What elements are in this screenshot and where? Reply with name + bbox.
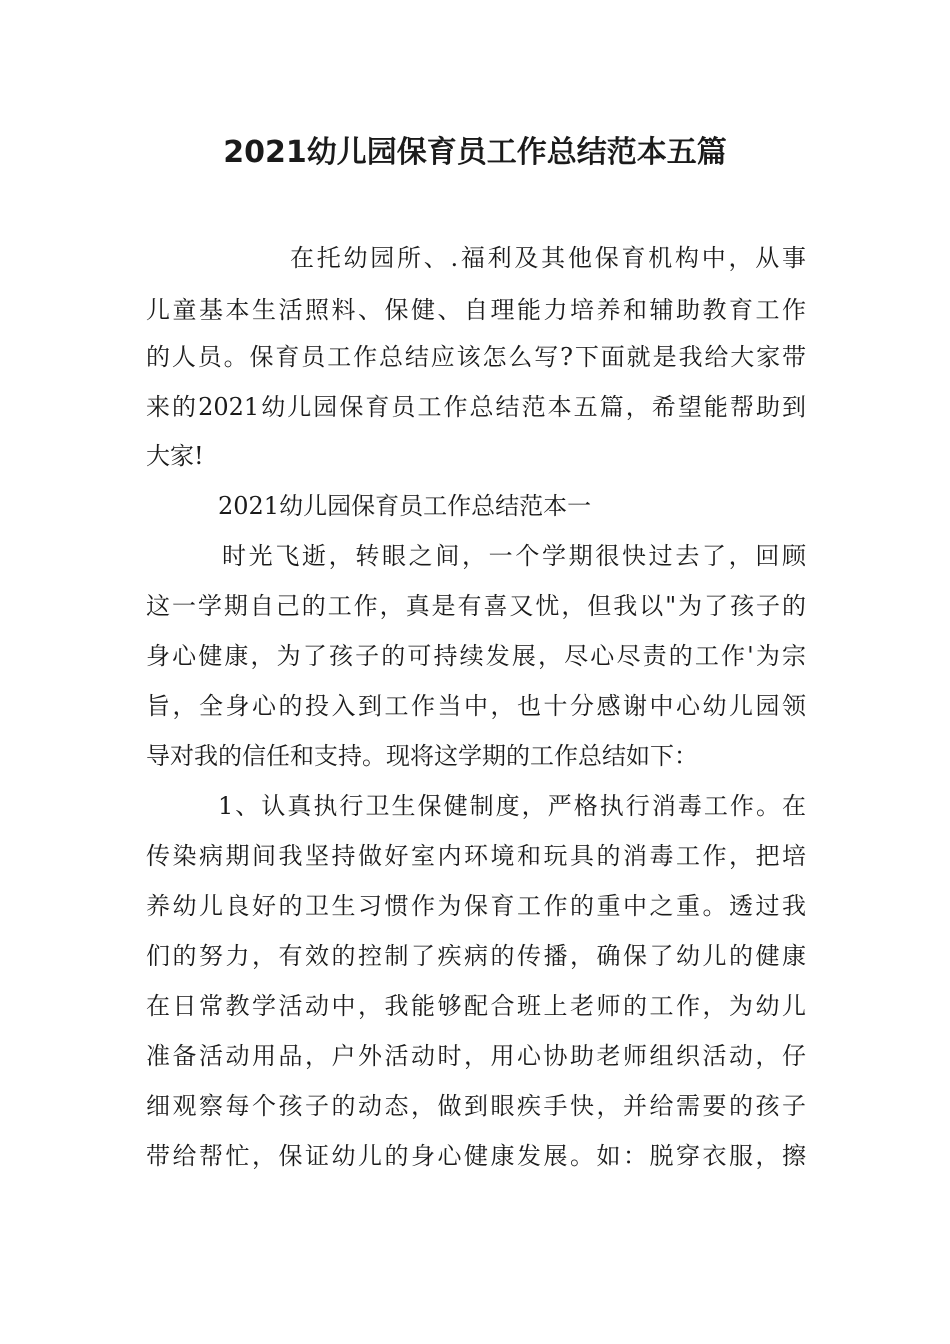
document-title: 2021幼儿园保育员工作总结范本五篇 [223, 135, 727, 170]
paragraph2-line-2: 传染病期间我坚持做好室内环境和玩具的消毒工作，把培 [146, 842, 806, 870]
paragraph1-line-4: 旨，全身心的投入到工作当中，也十分感谢中心幼儿园领 [146, 692, 806, 720]
paragraph1-line-5: 导对我的信任和支持。现将这学期的工作总结如下： [146, 742, 698, 770]
intro-line-5: 大家! [146, 442, 204, 470]
intro-line-4: 来的2021幼儿园保育员工作总结范本五篇，希望能帮助到 [146, 393, 806, 421]
paragraph2-line-7: 细观察每个孩子的动态，做到眼疾手快，并给需要的孩子 [146, 1092, 806, 1120]
intro-line-2: 儿童基本生活照料、保健、自理能力培养和辅助教育工作 [146, 296, 806, 324]
paragraph1-line-2: 这一学期自己的工作，真是有喜又忧，但我以"为了孩子的 [146, 592, 806, 620]
paragraph2-line-4: 们的努力，有效的控制了疾病的传播，确保了幼儿的健康 [146, 942, 806, 970]
section-heading: 2021幼儿园保育员工作总结范本一 [218, 492, 592, 520]
paragraph2-line-5: 在日常教学活动中，我能够配合班上老师的工作，为幼儿 [146, 992, 806, 1020]
paragraph1-line-3: 身心健康，为了孩子的可持续发展，尽心尽责的工作'为宗 [146, 642, 806, 670]
paragraph2-line-1: 1、认真执行卫生保健制度，严格执行消毒工作。在 [218, 792, 806, 820]
paragraph2-line-8: 带给帮忙，保证幼儿的身心健康发展。如：脱穿衣服，擦 [146, 1142, 806, 1170]
intro-line-1: 在托幼园所、.福利及其他保育机构中，从事 [290, 244, 806, 272]
paragraph1-line-1: 时光飞逝，转眼之间，一个学期很快过去了，回顾 [222, 542, 806, 570]
paragraph2-line-3: 养幼儿良好的卫生习惯作为保育工作的重中之重。透过我 [146, 892, 806, 920]
intro-line-3: 的人员。保育员工作总结应该怎么写?下面就是我给大家带 [146, 343, 806, 371]
paragraph2-line-6: 准备活动用品，户外活动时，用心协助老师组织活动，仔 [146, 1042, 806, 1070]
